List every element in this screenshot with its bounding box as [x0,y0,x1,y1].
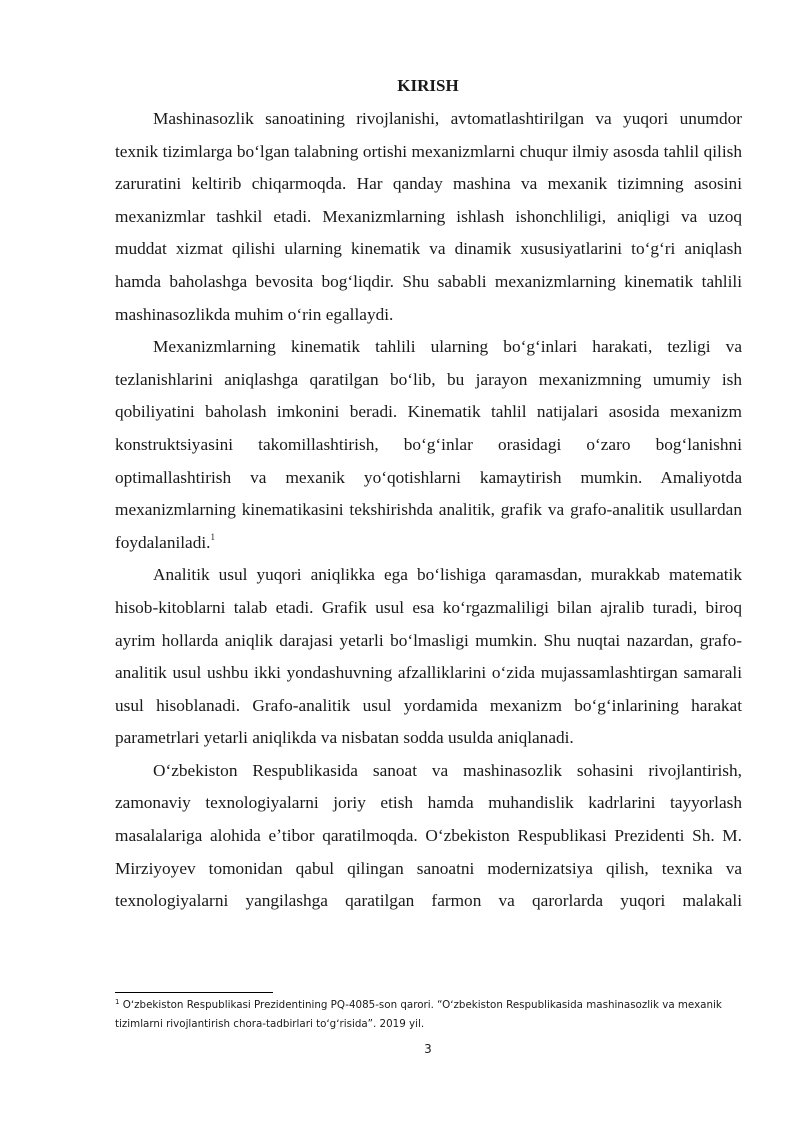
paragraph-3: Analitik usul yuqori aniqlikka ega boʻlishiga qaramasdan, murakkab matematik hisob-kitoblarni talab etadi. Grafik usul esa koʻrgazmaliligi bilan ajralib turadi, biroq ayrim hollarda aniqlik darajasi yetarli boʻlmasligi mumkin. Shu nuqtai nazardan, grafo-analitik usul ushbu ikki yondashuvning afzalliklarini oʻzida mujassamlashtirgan samarali usul hisoblanadi. Grafo-analitik usul yordamida mexanizm boʻgʻinlarining harakat parametrlari yetarli aniqlikda va nisbatan sodda usulda aniqlanadi. [115,565,742,748]
paragraph-1: Mashinasozlik sanoatining rivojlanishi, avtomatlashtirilgan va yuqori unumdor texnik tizimlarga boʻlgan talabning ortishi mexanizmlarni chuqur ilmiy asosda tahlil qilish zaruratini keltirib chiqarmoqda. Har qanday mashina va mexanik tizimning asosini mexanizmlar tashkil etadi. Mexanizmlarning ishlash ishonchliligi, aniqligi va uzoq muddat xizmat qilishi ularning kinematik va dinamik xususiyatlarini toʻgʻri aniqlash hamda baholashga bevosita bogʻliqdir. Shu sababli mexanizmlarning kinematik tahlili mashinasozlikda muhim oʻrin egallaydi. [115,109,742,324]
paragraph-2 [115,331,742,559]
footnote-separator [115,992,273,993]
paragraph-4: Oʻzbekiston Respublikasida sanoat va mashinasozlik sohasini rivojlantirish, zamonaviy texnologiyalarni joriy etish hamda muhandislik kadrlarini tayyorlash masalalariga alohida eʼtibor qaratilmoqda. Oʻzbekiston Respublikasi Prezidenti Sh. M. Mirziyoyev tomonidan qabul qilingan sanoatni modernizatsiya qilish, texnika va texnologiyalarni yangilashga qaratilgan farmon va qarorlarda yuqori malakali [115,760,742,911]
page-number: 3 [424,1042,432,1056]
footnote-reference[interactable]: 1 [210,531,215,542]
footnote-number: 1 [115,998,120,1006]
footnote [115,996,742,1034]
body-text [115,103,742,918]
section-heading: KIRISH [397,76,459,95]
paragraph-2-text: Mexanizmlarning kinematik tahlili ularning boʻgʻinlari harakati, tezligi va tezlanishlarini aniqlashga qaratilgan boʻlib, bu jarayon mexanizmning umumiy ish qobiliyatini baholash imkonini beradi. Kinematik tahlil natijalari asosida mexanizm konstruktsiyasini takomillashtirish, boʻgʻinlar orasidagi oʻzaro bogʻlanishni optimallashtirish va mexanik yoʻqotishlarni kamaytirish mumkin. Amaliyotda mexanizmlarning kinematikasini tekshirishda analitik, grafik va grafo-analitik usullardan foydalaniladi. [115,337,742,552]
footnote-text: Oʻzbekiston Respublikasi Prezidentining PQ-4085-son qarori. “Oʻzbekiston Respublikasida mashinasozlik va mexanik tizimlarni rivojlantirish chora-tadbirlari toʻgʻrisida”. 2019 yil. [115,999,722,1030]
